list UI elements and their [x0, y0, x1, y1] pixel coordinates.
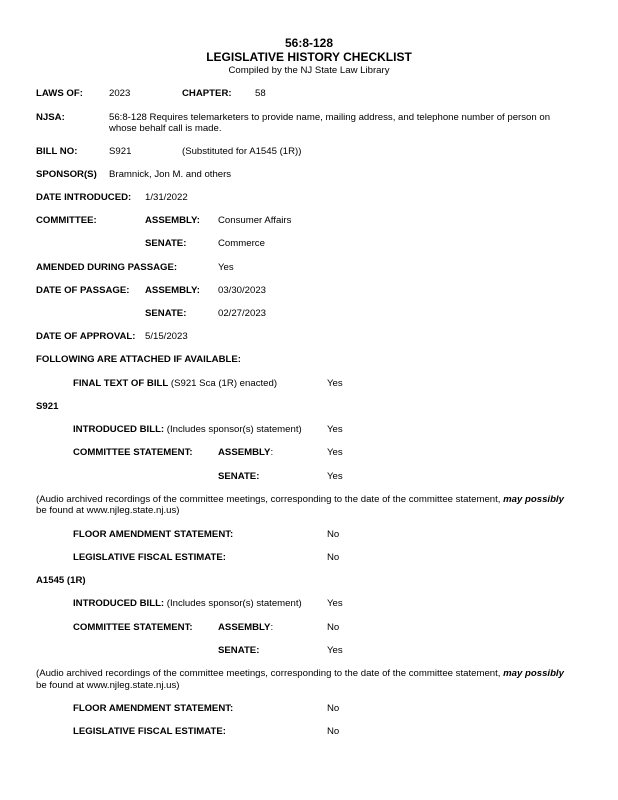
- s921-introduced-value: Yes: [327, 424, 343, 435]
- s921-heading: S921: [36, 401, 59, 412]
- date-of-approval-label: DATE OF APPROVAL:: [36, 331, 136, 342]
- njsa-text-line2: whose behalf call is made.: [109, 123, 222, 134]
- s921-fiscal-label: LEGISLATIVE FISCAL ESTIMATE:: [73, 552, 226, 563]
- committee-label: COMMITTEE:: [36, 215, 97, 226]
- passage-senate-label: SENATE:: [145, 308, 187, 319]
- a1545-introduced-row: [73, 598, 302, 610]
- s921-committee-label: COMMITTEE STATEMENT:: [73, 447, 193, 458]
- s921-assembly-row: [218, 447, 273, 459]
- a1545-introduced-label: INTRODUCED BILL:: [73, 598, 165, 609]
- committee-senate-label: SENATE:: [145, 238, 187, 249]
- page-title: LEGISLATIVE HISTORY CHECKLIST: [206, 50, 412, 64]
- a1545-audio-em: may possibly: [503, 668, 564, 679]
- final-text-value: Yes: [327, 378, 343, 389]
- passage-assembly-label: ASSEMBLY:: [145, 285, 200, 296]
- s921-assembly-colon: :: [270, 447, 274, 458]
- a1545-introduced-note: (Includes sponsor(s) statement): [164, 598, 302, 609]
- s921-introduced-row: [73, 424, 302, 436]
- amended-label: AMENDED DURING PASSAGE:: [36, 262, 178, 273]
- a1545-assembly-value: No: [327, 622, 340, 633]
- s921-audio-em: may possibly: [503, 494, 564, 505]
- date-of-passage-label: DATE OF PASSAGE:: [36, 285, 130, 296]
- chapter-value: 58: [255, 88, 266, 99]
- a1545-audio-note-line1: [36, 668, 564, 680]
- s921-fiscal-value: No: [327, 552, 340, 563]
- page-subtitle: Compiled by the NJ State Law Library: [228, 65, 390, 76]
- final-text-row: [73, 378, 277, 390]
- a1545-senate-value: Yes: [327, 645, 343, 656]
- chapter-label: CHAPTER:: [182, 88, 232, 99]
- sponsor-value: Bramnick, Jon M. and others: [109, 169, 232, 180]
- s921-introduced-note: (Includes sponsor(s) statement): [164, 424, 302, 435]
- bill-no-value: S921: [109, 146, 132, 157]
- attached-heading: FOLLOWING ARE ATTACHED IF AVAILABLE:: [36, 354, 241, 365]
- laws-of-year: 2023: [109, 88, 131, 99]
- s921-floor-label: FLOOR AMENDMENT STATEMENT:: [73, 529, 234, 540]
- laws-of-label: LAWS OF:: [36, 88, 83, 99]
- a1545-fiscal-value: No: [327, 726, 340, 737]
- s921-floor-value: No: [327, 529, 340, 540]
- s921-audio-note-line2: be found at www.njleg.state.nj.us): [36, 505, 180, 516]
- committee-senate-value: Commerce: [218, 238, 265, 249]
- final-text-note: (S921 Sca (1R) enacted): [168, 378, 278, 389]
- a1545-fiscal-label: LEGISLATIVE FISCAL ESTIMATE:: [73, 726, 226, 737]
- a1545-heading: A1545 (1R): [36, 575, 86, 586]
- s921-senate-value: Yes: [327, 471, 343, 482]
- amended-value: Yes: [218, 262, 234, 273]
- a1545-assembly-colon: :: [270, 622, 274, 633]
- passage-senate-value: 02/27/2023: [218, 308, 267, 319]
- date-introduced-label: DATE INTRODUCED:: [36, 192, 132, 203]
- njsa-label: NJSA:: [36, 112, 65, 123]
- passage-assembly-value: 03/30/2023: [218, 285, 267, 296]
- committee-assembly-value: Consumer Affairs: [218, 215, 292, 226]
- sponsor-label: SPONSOR(S): [36, 169, 97, 180]
- a1545-assembly-label: ASSEMBLY: [218, 622, 271, 633]
- s921-assembly-label: ASSEMBLY: [218, 447, 271, 458]
- bill-substituted: (Substituted for A1545 (1R)): [182, 146, 302, 157]
- njsa-text-line1: 56:8-128 Requires telemarketers to provide name, mailing address, and telephone number of person on: [109, 112, 551, 123]
- s921-audio-text: (Audio archived recordings of the committee meetings, corresponding to the date of the committee statement,: [36, 494, 504, 505]
- a1545-assembly-row: [218, 622, 273, 634]
- a1545-audio-text: (Audio archived recordings of the committee meetings, corresponding to the date of the committee statement,: [36, 668, 504, 679]
- a1545-committee-label: COMMITTEE STATEMENT:: [73, 622, 193, 633]
- s921-introduced-label: INTRODUCED BILL:: [73, 424, 165, 435]
- a1545-senate-label: SENATE:: [218, 645, 260, 656]
- a1545-floor-label: FLOOR AMENDMENT STATEMENT:: [73, 703, 234, 714]
- s921-senate-label: SENATE:: [218, 471, 260, 482]
- a1545-introduced-value: Yes: [327, 598, 343, 609]
- a1545-audio-note-line2: be found at www.njleg.state.nj.us): [36, 680, 180, 691]
- bill-no-label: BILL NO:: [36, 146, 78, 157]
- date-introduced-value: 1/31/2022: [145, 192, 188, 203]
- s921-assembly-value: Yes: [327, 447, 343, 458]
- statute-title: 56:8-128: [284, 36, 334, 50]
- final-text-label: FINAL TEXT OF BILL: [73, 378, 169, 389]
- committee-assembly-label: ASSEMBLY:: [145, 215, 200, 226]
- date-of-approval-value: 5/15/2023: [145, 331, 188, 342]
- a1545-floor-value: No: [327, 703, 340, 714]
